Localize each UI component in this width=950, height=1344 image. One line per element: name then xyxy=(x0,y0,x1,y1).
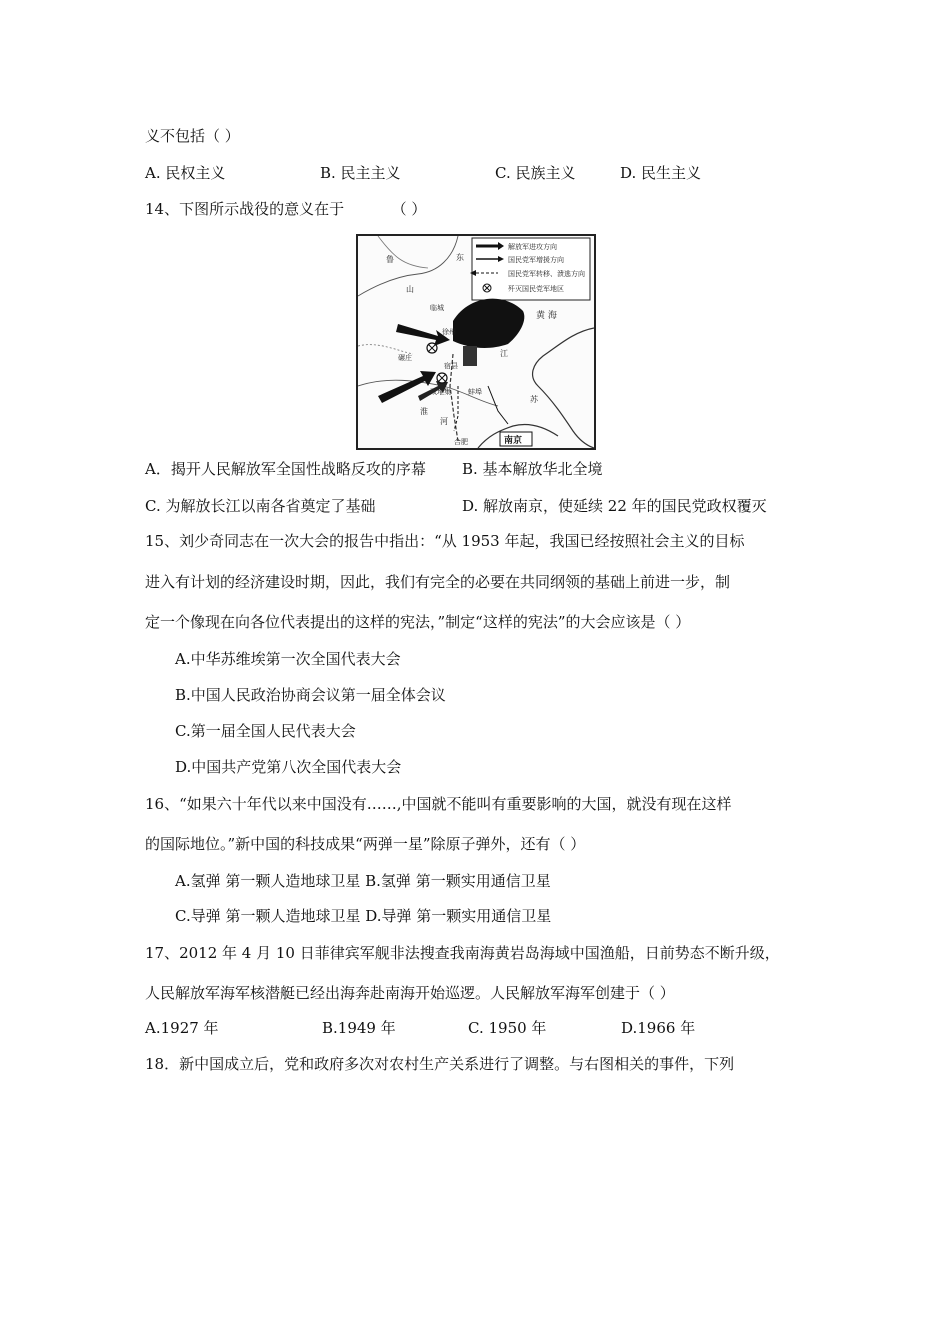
reinforce-arrow-nanjing xyxy=(488,386,508,424)
legend-reinforce-label: 国民党军增援方向 xyxy=(508,256,564,264)
battle-zone-north xyxy=(453,299,524,348)
q17-option-c: C. 1950 年 xyxy=(468,1019,547,1037)
legend-retreat-label: 国民党军转移、溃逃方向 xyxy=(508,270,585,278)
annihilation-marker-nianzhuang xyxy=(427,343,437,353)
q15-option-b: B.中国人民政治协商会议第一届全体会议 xyxy=(175,686,446,704)
label-xuzhou: 徐州 xyxy=(442,328,456,336)
battle-zone-center xyxy=(463,346,477,366)
label-lincheng: 临城 xyxy=(430,304,444,312)
label-hefei: 合肥 xyxy=(454,438,468,446)
label-nanjing: 南京 xyxy=(504,436,523,446)
q17-option-a: A.1927 年 xyxy=(145,1019,219,1037)
q13-option-a: A. 民权主义 xyxy=(145,164,226,182)
q14-stem xyxy=(145,199,426,219)
border-west xyxy=(358,345,413,354)
q15-stem-line-3: 定一个像现在向各位代表提出的这样的宪法，”制定“这样的宪法”的大会应该是（ ） xyxy=(145,613,691,631)
label-shan: 山 xyxy=(406,285,414,294)
q14-option-a: A．揭开人民解放军全国性战略反攻的序幕 xyxy=(145,460,426,478)
q17-option-b: B.1949 年 xyxy=(322,1019,396,1037)
q14-option-d: D. 解放南京，使延续 22 年的国民党政权覆灭 xyxy=(462,497,767,515)
q17-stem-line-2: 人民解放军海军核潜艇已经出海奔赴南海开始巡逻。人民解放军海军创建于（ ） xyxy=(145,984,675,1002)
q13-option-c: C. 民族主义 xyxy=(495,164,576,182)
label-huanghai: 黄 海 xyxy=(536,311,557,321)
q16-stem-line-2: 的国际地位。”新中国的科技成果“两弹一星”除原子弹外，还有（ ） xyxy=(145,835,586,853)
advance-arrow-sw xyxy=(378,371,436,403)
label-nianzhuang: 碾庄 xyxy=(398,354,412,362)
annihilation-marker-shuangduiji xyxy=(437,373,447,383)
label-shuangduiji: 双堆集 xyxy=(430,388,451,396)
q15-stem-line-1: 15、刘少奇同志在一次大会的报告中指出：“从 1953 年起，我国已经按照社会主义的目标 xyxy=(145,532,745,550)
legend-annihilated-label: 歼灭国民党军地区 xyxy=(508,285,564,293)
label-he: 河 xyxy=(440,417,448,426)
label-bengbu: 蚌埠 xyxy=(468,388,482,396)
q14-option-b: B. 基本解放华北全境 xyxy=(462,460,603,478)
q14-stem-text: 14、下图所示战役的意义在于 xyxy=(145,200,345,218)
label-su: 苏 xyxy=(530,395,538,404)
q17-stem-line-1: 17、2012 年 4 月 10 日菲律宾军舰非法搜查我南海黄岩岛海域中国渔船，日前势态不断升级， xyxy=(145,944,780,962)
coastline xyxy=(533,328,594,448)
q16-stem-line-1: 16、“如果六十年代以来中国没有……,中国就不能叫有重要影响的大国，就没有现在这样 xyxy=(145,795,732,813)
q18-stem-line-1: 18．新中国成立后，党和政府多次对农村生产关系进行了调整。与右图相关的事件，下列 xyxy=(145,1055,735,1073)
legend-advance-label: 解放军进攻方向 xyxy=(508,243,557,251)
q15-option-a: A.中华苏维埃第一次全国代表大会 xyxy=(175,650,401,668)
q14-answer-paren: （ ） xyxy=(391,200,427,218)
q15-option-c: C.第一届全国人民代表大会 xyxy=(175,722,356,740)
q15-option-d: D.中国共产党第八次全国代表大会 xyxy=(175,758,402,776)
battle-map xyxy=(356,234,596,450)
q17-option-d: D.1966 年 xyxy=(621,1019,696,1037)
label-shandong: 鲁 xyxy=(386,255,394,264)
q13-stem-tail: 义不包括（ ） xyxy=(145,127,240,145)
q16-options-row-1: A.氢弹 第一颗人造地球卫星 B.氢弹 第一颗实用通信卫星 xyxy=(175,872,551,890)
label-jiang: 江 xyxy=(500,349,508,358)
q16-options-row-2: C.导弹 第一颗人造地球卫星 D.导弹 第一颗实用通信卫星 xyxy=(175,907,552,925)
retreat-arrow-hefei xyxy=(454,386,458,431)
label-suxian: 宿县 xyxy=(444,362,458,370)
q15-stem-line-2: 进入有计划的经济建设时期，因此，我们有完全的必要在共同纲领的基础上前进一步，制 xyxy=(145,573,731,591)
q13-option-b: B. 民主主义 xyxy=(320,164,401,182)
label-huai: 淮 xyxy=(420,407,428,416)
label-dong: 东 xyxy=(456,253,464,262)
q13-option-d: D. 民生主义 xyxy=(620,164,702,182)
q14-option-c: C. 为解放长江以南各省奠定了基础 xyxy=(145,497,376,515)
